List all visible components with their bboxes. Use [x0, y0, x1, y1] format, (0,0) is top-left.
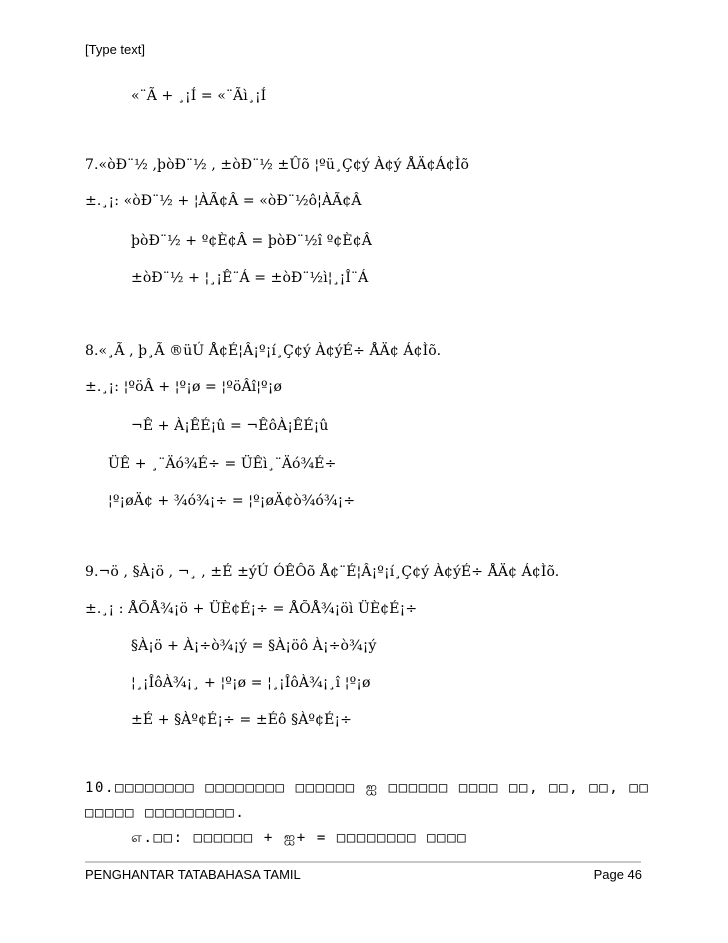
example-line: ¦¸¡ÎôÀ¾¡¸ + ¦º¡ø = ¦¸¡ÎôÀ¾¡¸î ¦º¡ø: [131, 675, 371, 691]
example-line: ±òÐ¨½ + ¦¸¡Ê¨Á = ±òÐ¨½ì¦¸¡Î¨Á: [131, 270, 369, 286]
rule-heading-10-cont: □□□□□ □□□□□□□□□.: [85, 805, 246, 821]
example-line: ÜÊ + ¸¨Äó¾É÷ = ÜÊì¸¨Äó¾É÷: [108, 456, 337, 472]
footer-title: PENGHANTAR TATABAHASA TAMIL: [85, 867, 301, 882]
page-number: Page 46: [593, 867, 642, 882]
example-line: ±.¸¡ : ÅÕÅ¾¡ö + ÜÈ¢É¡÷ = ÅÕÅ¾¡öì ÜÈ¢É¡÷: [85, 601, 418, 617]
page-header: [Type text]: [85, 42, 145, 57]
example-line: ±.¸¡: «òÐ¨½ + ¦ÀÃ¢Â = «òÐ¨½ô¦ÀÃ¢Â: [85, 193, 362, 209]
rule-heading-10: 10.□□□□□□□□ □□□□□□□□ □□□□□□ ஐ □□□□□□ □□□□ □□, □□, □□, □□: [85, 780, 650, 796]
rule-heading-9: 9.¬ö , §À¡ö , ¬¸ , ±É ±ýÚ ÓÊÔõ Å¢¨É¦Â¡º¡í¸Ç¢ý À¢ýÉ÷ ÅÄ¢ Á¢Ìõ.: [85, 564, 560, 580]
example-line: ±É + §Àº¢É¡÷ = ±Éô §Àº¢É¡÷: [131, 712, 352, 728]
example-line: §À¡ö + À¡÷ò¾¡ý = §À¡öô À¡÷ò¾¡ý: [131, 638, 377, 654]
example-line: þòÐ¨½ + º¢È¢Â = þòÐ¨½î º¢È¢Â: [131, 233, 372, 249]
example-line: ±.¸¡: ¦ºöÂ + ¦º¡ø = ¦ºöÂî¦º¡ø: [85, 379, 282, 395]
example-line: எ.□□: □□□□□□ + ஐ+ = □□□□□□□□ □□□□: [131, 830, 468, 846]
rule-heading-7: 7.«òÐ¨½ ,þòÐ¨½ , ±òÐ¨½ ±Ûõ ¦ºü¸Ç¢ý À¢ý ÅÄ¢Á¢Ìõ: [85, 157, 469, 173]
example-line: ¬Ê + À¡ÊÉ¡û = ¬ÊôÀ¡ÊÉ¡û: [131, 418, 329, 434]
footer-divider: [85, 861, 641, 863]
example-line: ¦º¡øÄ¢ + ¾ó¾¡÷ = ¦º¡øÄ¢ò¾ó¾¡÷: [108, 493, 356, 509]
text-line: «¨Ã + ¸¡Í = «¨Ãì¸¡Í: [131, 88, 267, 104]
rule-heading-8: 8.«¸Ã , þ¸Ã ®üÚ Å¢É¦Â¡º¡í¸Ç¢ý À¢ýÉ÷ ÅÄ¢ Á¢Ìõ.: [85, 343, 442, 359]
